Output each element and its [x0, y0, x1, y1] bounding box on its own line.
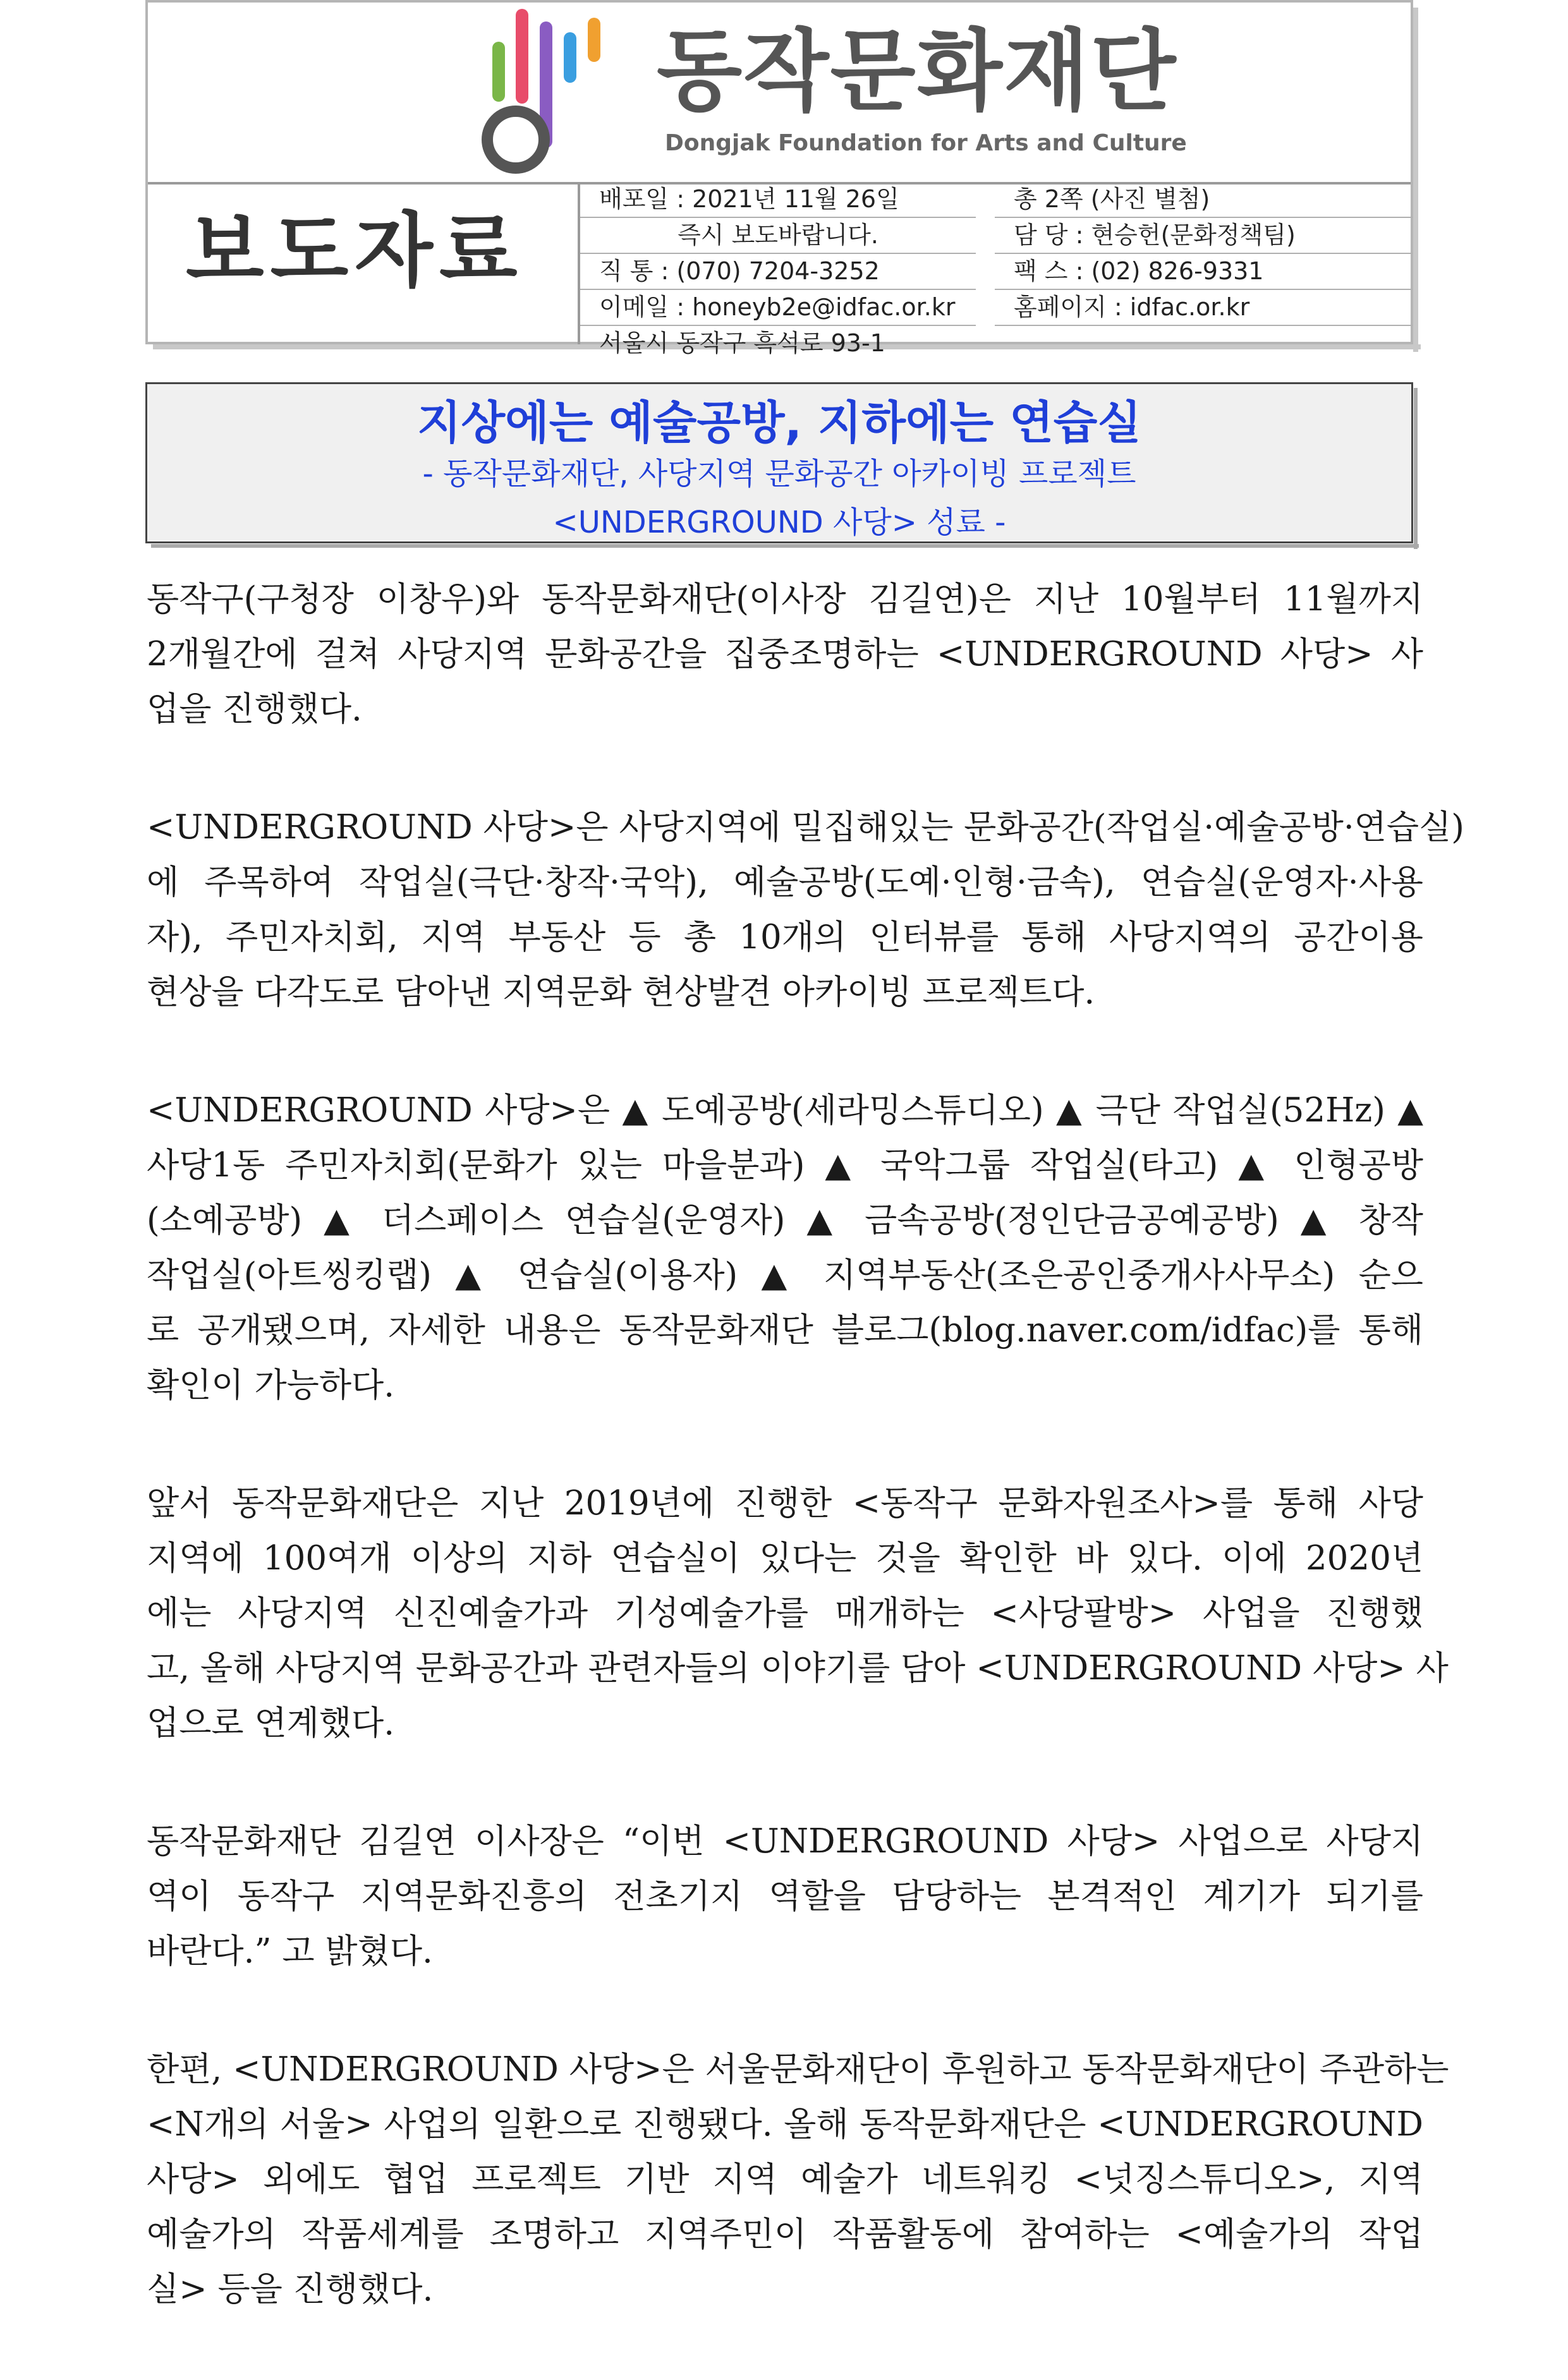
headline-shadow	[151, 544, 1419, 548]
release-embargo: 즉시 보도바랍니다.	[580, 218, 976, 254]
paragraph-6	[147, 2042, 1449, 2317]
text-line: 로 공개됐으며, 자세한 내용은 동작문화재단 블로그(blog.naver.com/idfac)를 통해	[147, 1311, 1423, 1350]
text-line: 확인이 가능하다.	[147, 1366, 395, 1404]
paragraph-2	[147, 800, 1464, 1020]
info-right-column	[995, 182, 1412, 326]
text-line: <UNDERGROUND 사당>은 ▲ 도예공방(세라밍스튜디오) ▲ 극단 작업실(52Hz) ▲	[147, 1091, 1423, 1130]
text-line: <UNDERGROUND 사당>은 사당지역에 밀집해있는 문화공간(작업실·예술공방·연습실)	[147, 808, 1464, 847]
contact-person: 담 당 : 현승헌(문화정책팀)	[995, 218, 1412, 254]
paragraph-5	[147, 1814, 1423, 1979]
text-line: 고, 올해 사당지역 문화공간과 관련자들의 이야기를 담아 <UNDERGROUND 사당> 사	[147, 1649, 1449, 1688]
header-shadow	[1413, 8, 1418, 352]
headline: 지상에는 예술공방, 지하에는 연습실	[417, 396, 1141, 449]
org-name: 동작문화재단	[657, 20, 1177, 123]
article-body	[147, 572, 1464, 2380]
logo-bar-pink	[516, 9, 528, 104]
subheadline-2: <UNDERGROUND 사당> 성료 -	[552, 505, 1006, 541]
paragraph-4	[147, 1476, 1449, 1751]
logo-ring	[487, 111, 544, 168]
release-date: 배포일 : 2021년 11월 26일	[580, 182, 976, 218]
subheadline-1: - 동작문화재단, 사당지역 문화공간 아카이빙 프로젝트	[422, 456, 1136, 492]
text-line: 업을 진행했다.	[147, 690, 362, 728]
press-release-header	[145, 0, 1413, 357]
text-line: 역이 동작구 지역문화진흥의 전초기지 역할을 담당하는 본격적인 계기가 되기를	[147, 1877, 1423, 1916]
text-line: 앞서 동작문화재단은 지난 2019년에 진행한 <동작구 문화자원조사>를 통해 사당	[147, 1484, 1423, 1523]
direct-phone: 직 통 : (070) 7204-3252	[580, 254, 976, 290]
foundation-logo-icon	[470, 4, 616, 178]
logo-bar-blue	[564, 32, 576, 83]
headline-box	[145, 382, 1413, 543]
text-line: 현상을 다각도로 담아낸 지역문화 현상발견 아카이빙 프로젝트다.	[147, 973, 1095, 1012]
text-line: 에는 사당지역 신진예술가과 기성예술가를 매개하는 <사당팔방> 사업을 진행했	[147, 1594, 1423, 1633]
address: 서울시 동작구 흑석로 93-1	[599, 329, 885, 357]
text-line: (소예공방) ▲ 더스페이스 연습실(운영자) ▲ 금속공방(정인단금공예공방) ▲ 창작	[147, 1201, 1423, 1240]
info-left-column	[580, 182, 976, 361]
text-line: 사당1동 주민자치회(문화가 있는 마을분과) ▲ 국악그룹 작업실(타고) ▲ 인형공방	[147, 1146, 1423, 1185]
headline-shadow	[1414, 388, 1418, 549]
email: 이메일 : honeyb2e@idfac.or.kr	[580, 290, 976, 326]
text-line: 2개월간에 걸쳐 사당지역 문화공간을 집중조명하는 <UNDERGROUND 사당> 사	[147, 635, 1423, 674]
logo-bar-orange	[588, 18, 600, 62]
homepage: 홈페이지 : idfac.or.kr	[995, 290, 1412, 326]
text-line: 예술가의 작품세계를 조명하고 지역주민이 작품활동에 참여하는 <예술가의 작업	[147, 2215, 1423, 2254]
page-count: 총 2쪽 (사진 별첨)	[995, 182, 1412, 218]
fax: 팩 스 : (02) 826-9331	[995, 254, 1412, 290]
text-line: 동작문화재단 김길연 이사장은 “이번 <UNDERGROUND 사당> 사업으로 사당지	[147, 1822, 1423, 1861]
paragraph-3	[147, 1083, 1423, 1413]
text-line: 에 주목하여 작업실(극단·창작·국악), 예술공방(도예·인형·금속), 연습실(운영자·사용	[147, 863, 1423, 902]
text-line: 동작구(구청장 이창우)와 동작문화재단(이사장 김길연)은 지난 10월부터 11월까지	[147, 580, 1423, 619]
text-line: 자), 주민자치회, 지역 부동산 등 총 10개의 인터뷰를 통해 사당지역의 공간이용	[147, 918, 1423, 957]
doc-type-title: 보도자료	[186, 204, 524, 298]
text-line: 업으로 연계했다.	[147, 1704, 395, 1743]
text-line: 한편, <UNDERGROUND 사당>은 서울문화재단이 후원하고 동작문화재단이 주관하는	[147, 2050, 1449, 2089]
text-line: 바란다.” 고 밝혔다.	[147, 1932, 433, 1971]
text-line: 작업실(아트씽킹랩) ▲ 연습실(이용자) ▲ 지역부동산(조은공인중개사사무소) 순으	[147, 1256, 1423, 1295]
paragraph-1	[147, 572, 1423, 737]
logo-bar-green	[492, 42, 505, 102]
text-line: <N개의 서울> 사업의 일환으로 진행됐다. 올해 동작문화재단은 <UNDERGROUND	[147, 2105, 1423, 2144]
logo-area	[148, 3, 1411, 184]
org-name-en: Dongjak Foundation for Arts and Culture	[665, 130, 1187, 156]
text-line: 사당> 외에도 협업 프로젝트 기반 지역 예술가 네트워킹 <넛징스튜디오>, 지역	[147, 2160, 1423, 2199]
text-line: 지역에 100여개 이상의 지하 연습실이 있다는 것을 확인한 바 있다. 이에 2020년	[147, 1539, 1423, 1578]
text-line: 실> 등을 진행했다.	[147, 2270, 434, 2309]
